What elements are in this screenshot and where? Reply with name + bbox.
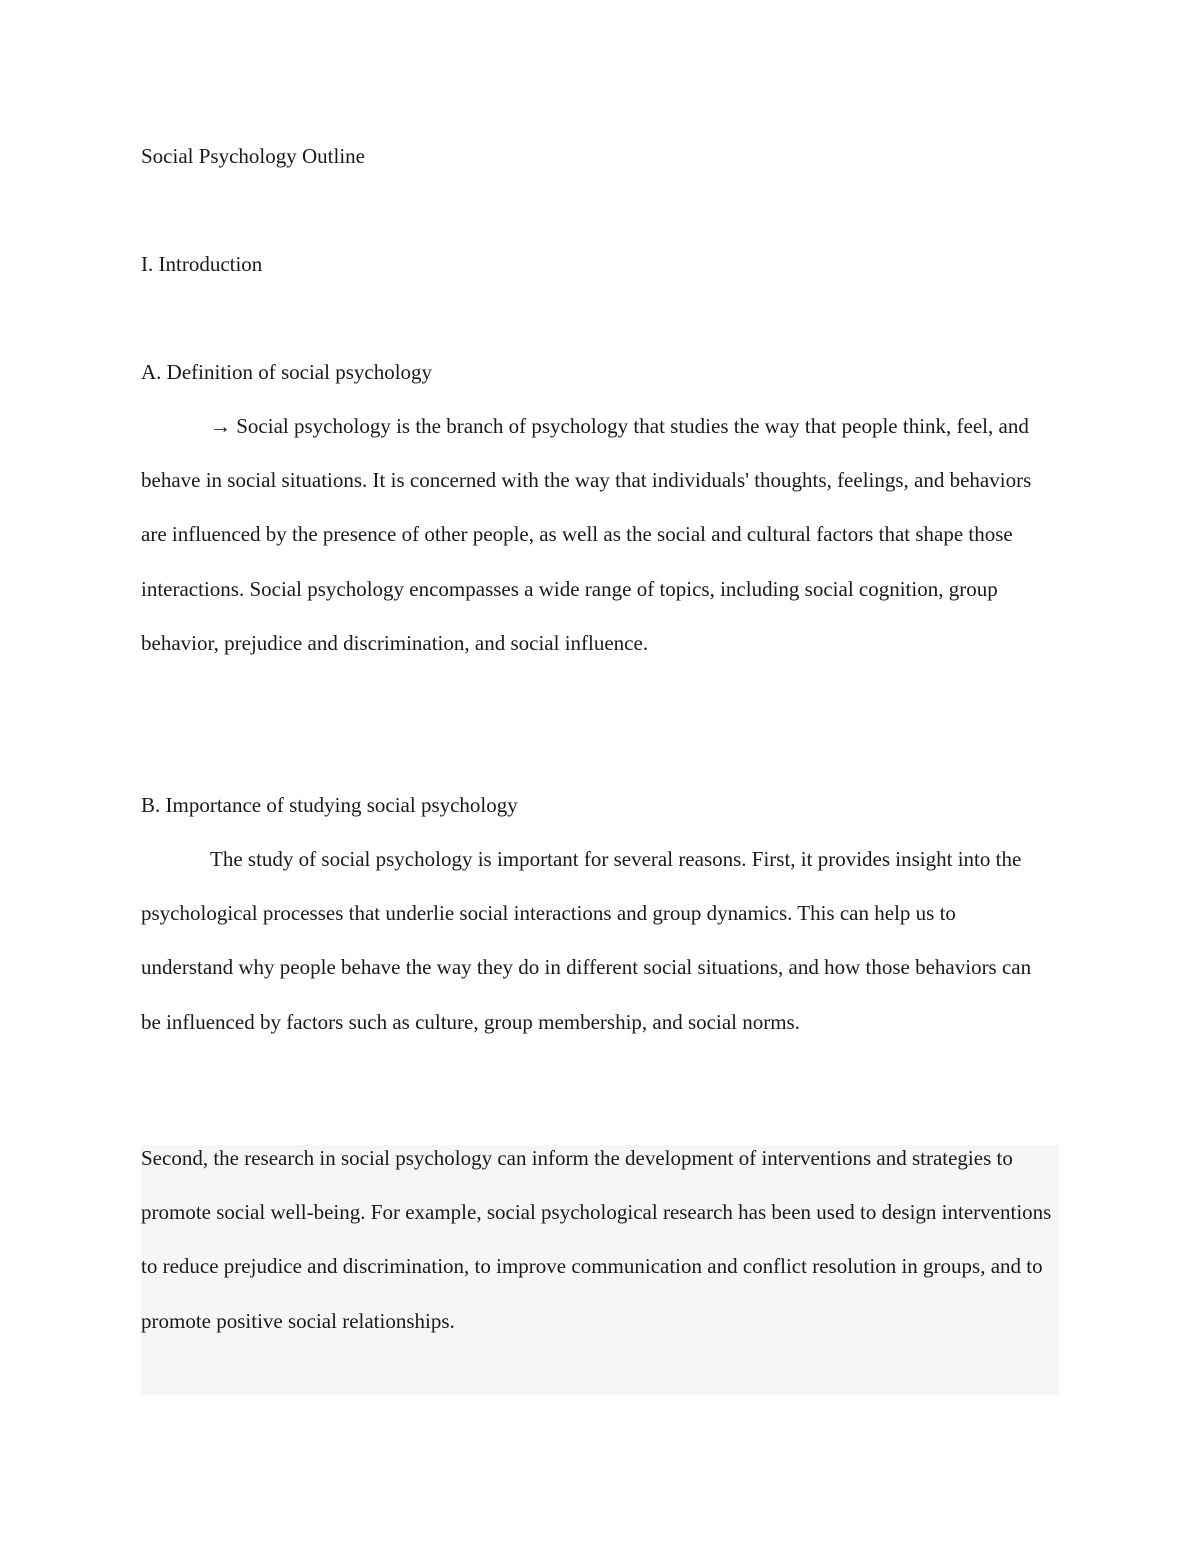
subsection-heading-definition: A. Definition of social psychology: [141, 360, 433, 384]
definition-paragraph: → Social psychology is the branch of psychology that studies the way that people think, feel, and behave in social situations. It is concerned with the way that individuals' thoughts, feelings, and behaviors are influenced by the presence of other people, as well as the social and cultural factors that shape those interactions. Social psychology encompasses a wide range of topics, including social cognition, group behavior, prejudice and discrimination, and social influence.: [141, 414, 1032, 655]
section-heading-introduction: I. Introduction: [141, 252, 263, 276]
second-reason-paragraph: Second, the research in social psychology can inform the development of interventions and strategies to promote social well-being. For example, social psychological research has been used to design interventions to reduce prejudice and discrimination, to improve communication and conflict resolution in groups, and to promote positive social relationships.: [141, 1146, 1052, 1333]
document-title: Social Psychology Outline: [141, 144, 365, 168]
importance-paragraph: The study of social psychology is important for several reasons. First, it provides insight into the psychological processes that underlie social interactions and group dynamics. This can help us to understand why people behave the way they do in different social situations, and how those behaviors can be influenced by factors such as culture, group membership, and social norms.: [141, 847, 1032, 1034]
subsection-heading-importance: B. Importance of studying social psychology: [141, 793, 518, 817]
